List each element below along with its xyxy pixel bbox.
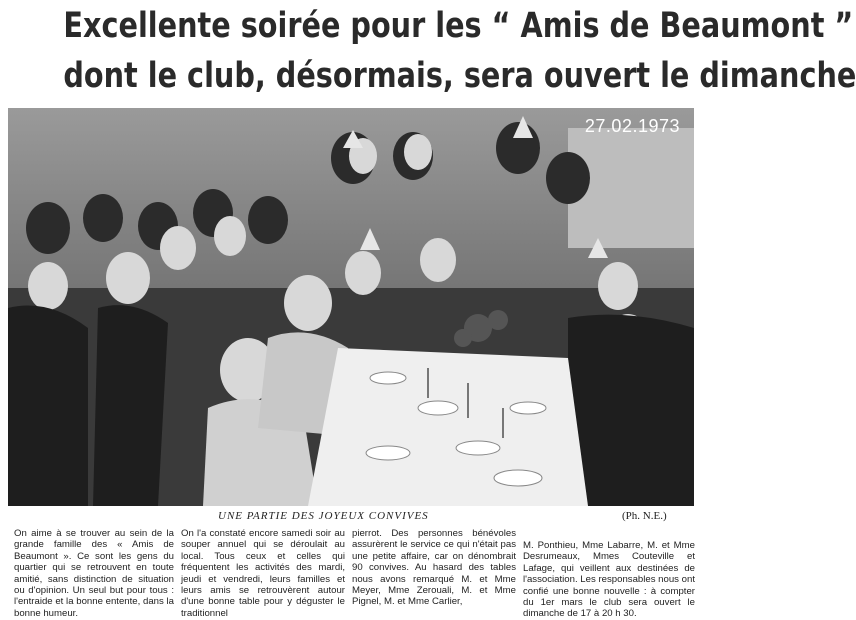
banquet-photo: [8, 108, 694, 506]
article-column-1: On aime à se trouver au sein de la grande famille des « Amis de Beaumont ». Ce sont les gens du quartier qui se retrouvent en toute amitié, sans distinction de situation ou d'opinion. Un seul but pour tous : l'entraide et la bonne entente, dans la bonne humeur.: [14, 528, 174, 619]
article-column-4: M. Ponthieu, Mme Labarre, M. et Mme Desrumeaux, Mmes Couteville et Lafage, qui veillent aux destinées de l'association. Les responsables nous ont confié une bonne nouvelle : à compter du 1er mars le club sera ouvert le dimanche de 17 à 20 h 30.: [523, 540, 695, 620]
banquet-photo-illustration: [8, 108, 694, 506]
headline-line-1: Excellente soirée pour les “ Amis de Beaumont ”: [63, 6, 854, 46]
article-column-3: pierrot. Des personnes bénévoles assurèrent le service ce qui n'était pas une petite affaire, car on dénombrait 90 convives. Au hasard des tables nous avons remarqué M. et Mme Meyer, Mme Zerouali, M. et Mme Pignel, M. et Mme Carlier,: [352, 528, 516, 608]
headline-line-2: dont le club, désormais, sera ouvert le dimanche: [63, 56, 856, 96]
photo-credit: (Ph. N.E.): [622, 510, 667, 522]
photo-caption: UNE PARTIE DES JOYEUX CONVIVES: [218, 510, 429, 522]
article-column-2: On l'a constaté encore samedi soir au souper annuel qui se déroulait au local. Tous ceux et celles qui fréquentent les activités des mardi, jeudi et vendredi, leurs familles et leurs amis se retrouvèrent autour d'une bonne table pour y déguster le traditionnel: [181, 528, 345, 619]
banquet-table: [308, 348, 588, 506]
date-stamp: 27.02.1973: [584, 116, 680, 136]
